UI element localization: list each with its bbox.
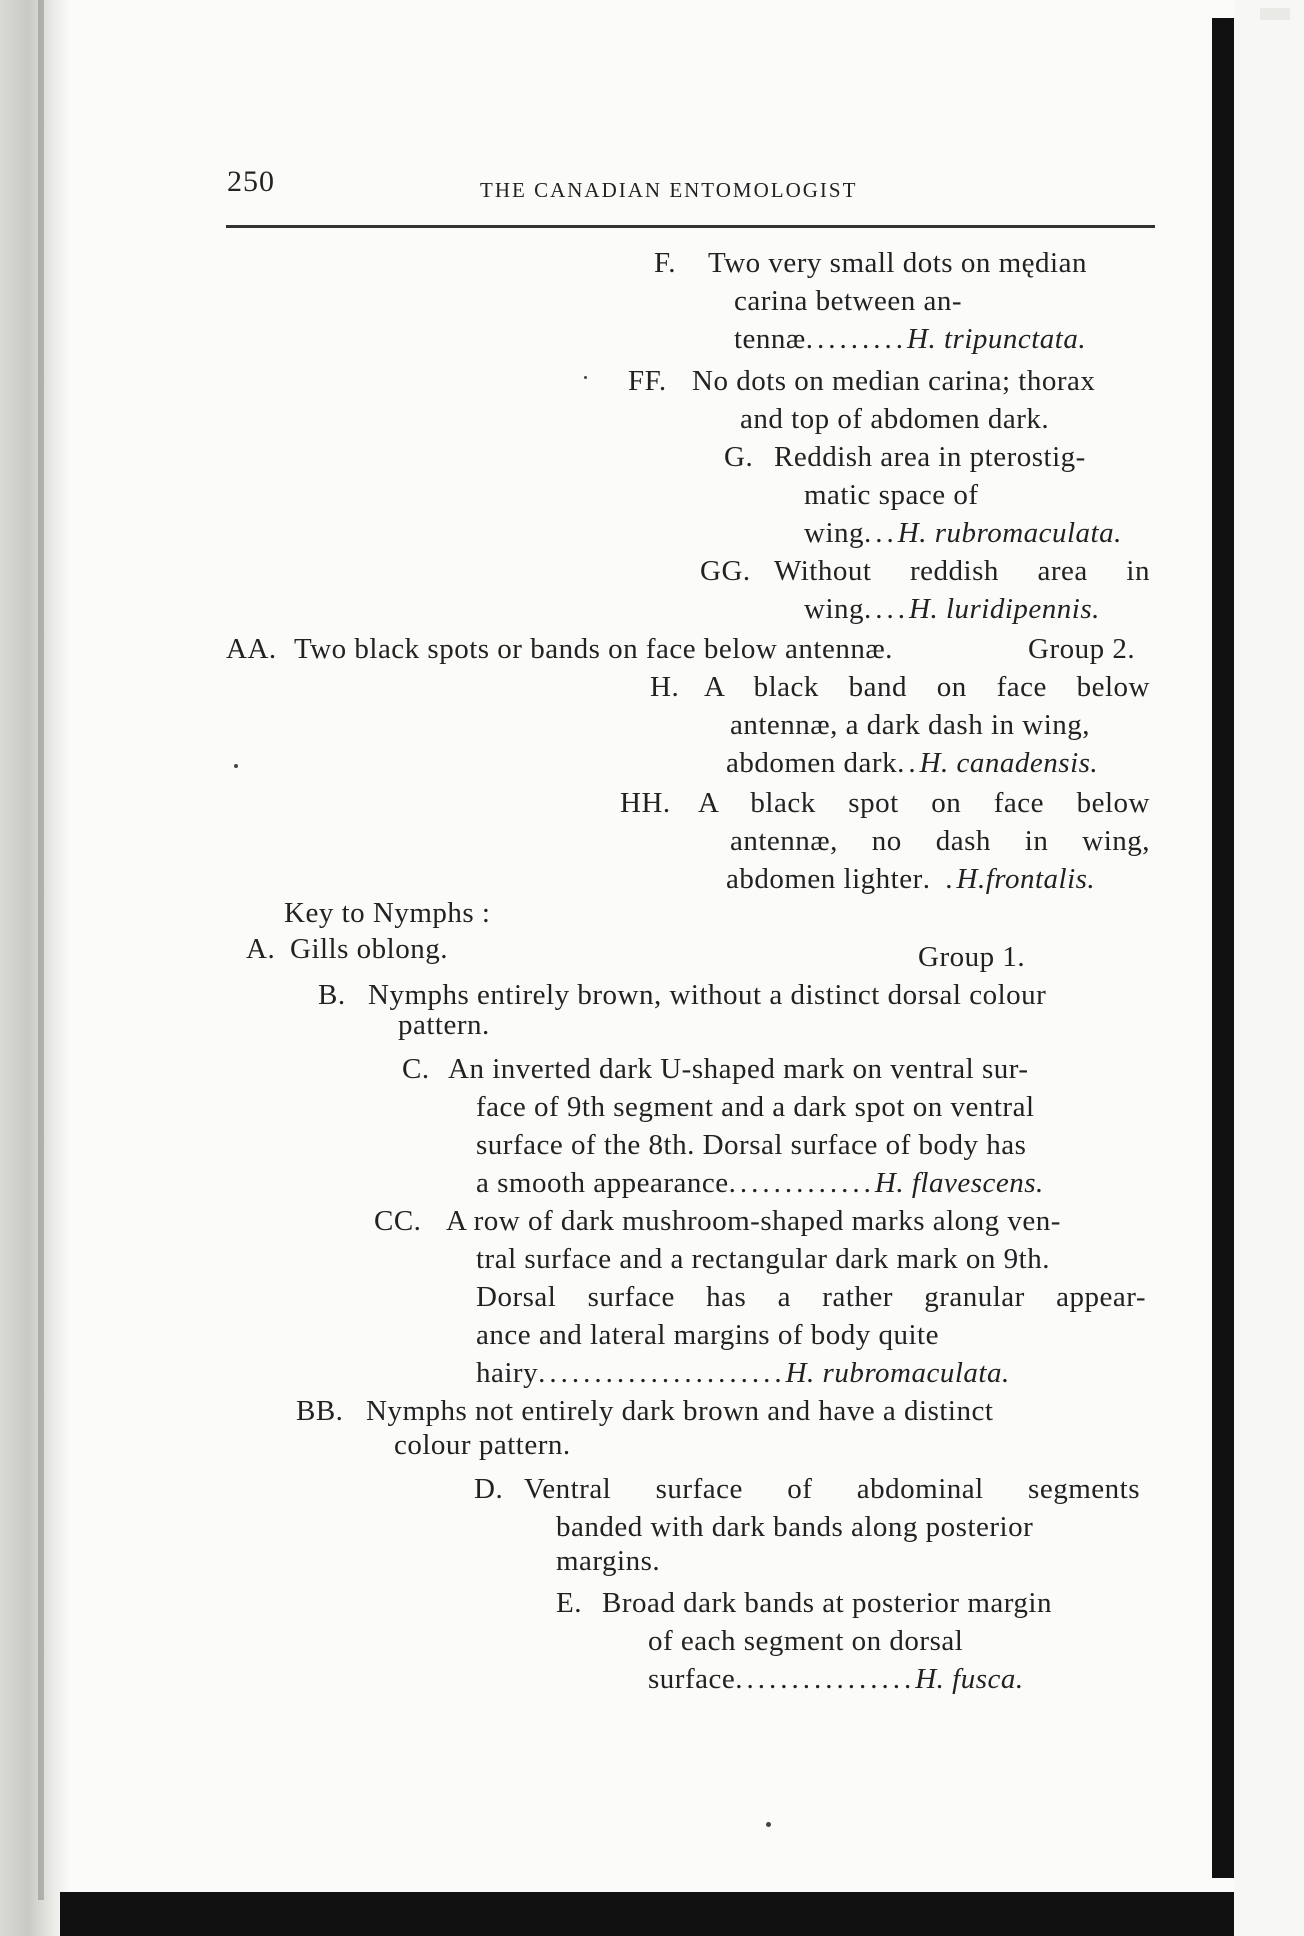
- key-entry-text: tennæ: [734, 323, 806, 355]
- species-name: H. rubromaculata.: [785, 1357, 1010, 1389]
- key-entry-h-line3: [726, 746, 1098, 780]
- leader-dots: .............: [728, 1167, 875, 1199]
- species-name: H. fusca.: [915, 1663, 1024, 1695]
- key-entry-cc-line5: [476, 1356, 1010, 1390]
- key-label-f: F.: [654, 247, 677, 279]
- key-entry-g-line1: Reddish area in pterostig-: [774, 441, 1086, 473]
- leader-dots: ................: [735, 1663, 916, 1695]
- key-entry-cc-line2: tral surface and a rectangular dark mark on 9th.: [476, 1243, 1050, 1275]
- header-rule: [226, 225, 1155, 228]
- key-entry-hh-line1: A black spot on face below: [698, 787, 1150, 819]
- running-title: THE CANADIAN ENTOMOLOGIST: [480, 178, 858, 202]
- key-entry-f-line3: [734, 322, 1086, 356]
- leader-dots: ...: [864, 517, 898, 549]
- key-label-e: E.: [556, 1587, 582, 1619]
- group-label: Group 1.: [918, 941, 1026, 973]
- key-entry-g-line2: matic space of: [804, 479, 979, 511]
- key-label-gg: GG.: [700, 555, 751, 587]
- key-entry-cc-line3: Dorsal surface has a rather granular appear-: [476, 1281, 1146, 1313]
- key-entry-e-line3: [648, 1662, 1024, 1696]
- key-entry-g-line3: [804, 516, 1122, 550]
- key-entry-e-line2: of each segment on dorsal: [648, 1625, 964, 1657]
- key-entry-c-line4: [476, 1166, 1044, 1200]
- species-name: H. rubromaculata.: [897, 517, 1122, 549]
- key-entry-text: a smooth appearance: [476, 1167, 729, 1199]
- species-name: H. tripunctata.: [907, 323, 1087, 355]
- leader-dots: ....: [864, 593, 909, 625]
- key-entry-e-line1: Broad dark bands at posterior margin: [602, 1587, 1052, 1619]
- key-entry-bb-line1: Nymphs not entirely dark brown and have a distinct: [366, 1395, 994, 1427]
- leader-dots: . .: [922, 863, 957, 895]
- key-label-d: D.: [474, 1473, 504, 1505]
- key-entry-d-line2: banded with dark bands along posterior: [556, 1511, 1034, 1543]
- key-entry-gg-line2: [804, 592, 1100, 626]
- key-entry-hh-line2: antennæ, no dash in wing,: [730, 825, 1150, 857]
- key-entry-h-line2: antennæ, a dark dash in wing,: [730, 709, 1091, 741]
- right-page-edge: [1212, 18, 1234, 1878]
- key-entry-cc-line4: ance and lateral margins of body quite: [476, 1319, 939, 1351]
- key-entry-aa-line1: Two black spots or bands on face below antennæ.: [294, 633, 893, 665]
- bottom-page-edge: [60, 1892, 1234, 1936]
- key-entry-c-line1: An inverted dark U-shaped mark on ventral sur-: [448, 1053, 1029, 1085]
- group-label: Group 2.: [1028, 633, 1136, 665]
- key-entry-c-line3: surface of the 8th. Dorsal surface of body has: [476, 1129, 1027, 1161]
- key-label-b: B.: [318, 979, 346, 1011]
- right-scan-margin: [1234, 0, 1304, 1936]
- key-entry-text: abdomen dark: [726, 747, 898, 779]
- key-entry-c-line2: face of 9th segment and a dark spot on ventral: [476, 1091, 1035, 1123]
- scan-speck: [234, 764, 238, 768]
- key-entry-text: wing: [804, 517, 864, 549]
- species-name: H. luridipennis.: [909, 593, 1100, 625]
- key-label-bb: BB.: [296, 1395, 344, 1427]
- leader-dots: ......................: [538, 1357, 786, 1389]
- key-label-cc: CC.: [374, 1205, 422, 1237]
- key-entry-b-line2: pattern.: [398, 1009, 490, 1041]
- key-entry-b-line1: Nymphs entirely brown, without a distinct dorsal colour: [368, 979, 1047, 1011]
- key-entry-gg-line1: Without reddish area in: [774, 555, 1150, 587]
- key-entry-bb-line2: colour pattern.: [394, 1429, 571, 1461]
- key-entry-text: surface: [648, 1663, 736, 1695]
- key-entry-cc-line1: A row of dark mushroom-shaped marks along ven-: [446, 1205, 1061, 1237]
- scan-speck: [766, 1822, 771, 1827]
- key-label-c: C.: [402, 1053, 430, 1085]
- key-label-ff: FF.: [628, 365, 667, 397]
- key-entry-f-line2: carina between an-: [734, 285, 962, 317]
- gutter-line: [38, 0, 44, 1900]
- scan-speck: [584, 376, 587, 379]
- leader-dots: ..: [897, 747, 920, 779]
- key-entry-a-line1: Gills oblong.: [290, 933, 448, 965]
- key-entry-ff-line2: and top of abdomen dark.: [740, 403, 1050, 435]
- species-name: H. canadensis.: [919, 747, 1099, 779]
- key-entry-text: hairy: [476, 1357, 539, 1389]
- page-number: 250: [227, 165, 275, 198]
- scan-artifact: [1260, 8, 1290, 20]
- key-label-h: H.: [650, 671, 680, 703]
- page-header: [225, 165, 1157, 207]
- key-entry-ff-line1: No dots on median carina; thorax: [692, 365, 1096, 397]
- key-label-a: A.: [246, 933, 276, 965]
- key-entry-f-line1: Two very small dots on mędian: [708, 247, 1087, 279]
- section-heading: Key to Nymphs :: [284, 897, 491, 929]
- key-entry-text: abdomen lighter: [726, 863, 923, 895]
- key-entry-hh-line3: [726, 862, 1095, 896]
- key-label-aa: AA.: [226, 633, 277, 665]
- key-label-g: G.: [724, 441, 754, 473]
- key-entry-h-line1: A black band on face below: [704, 671, 1150, 703]
- species-name: H.frontalis.: [956, 863, 1096, 895]
- key-entry-d-line1: Ventral surface of abdominal segments: [524, 1473, 1140, 1505]
- key-entry-d-line3: margins.: [556, 1545, 661, 1577]
- leader-dots: .........: [805, 323, 908, 355]
- key-label-hh: HH.: [620, 787, 671, 819]
- species-name: H. flavescens.: [874, 1167, 1044, 1199]
- key-entry-text: wing: [804, 593, 864, 625]
- book-gutter: [0, 0, 70, 1936]
